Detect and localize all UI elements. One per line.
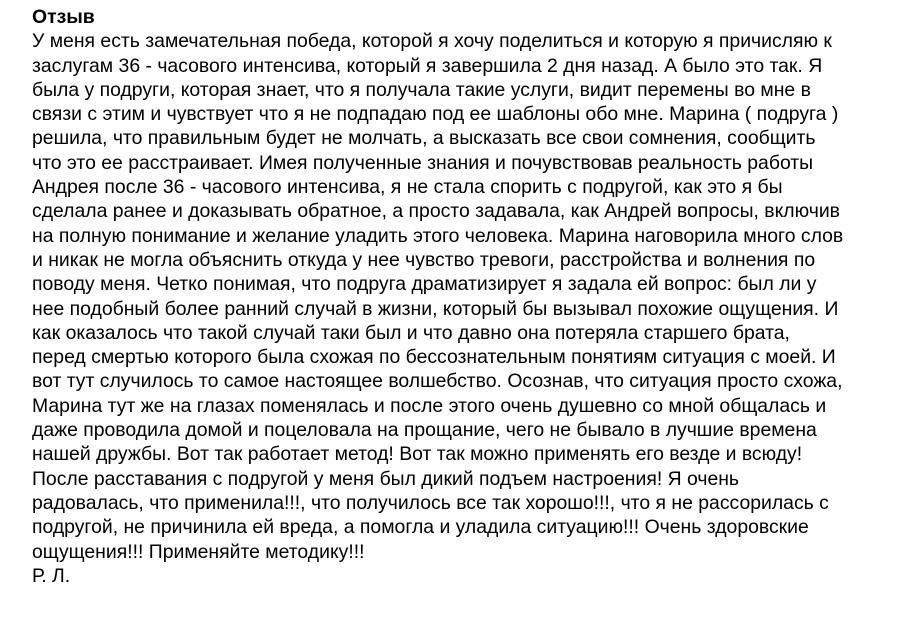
body-line: Андрея после 36 - часового интенсива, я не стала спорить с подругой, как это я бы: [32, 176, 783, 199]
body-line: была у подруги, которая знает, что я получала такие услуги, видит перемены во мне в: [32, 78, 811, 101]
body-line: даже проводила домой и поцеловала на прощание, чего не бывало в лучшие времена: [32, 419, 817, 442]
body-line: и никак не могла объяснить откуда у нее чувство тревоги, расстройства и волнения по: [32, 248, 816, 271]
body-line: связи с этим и чувствует что я не подпадаю под ее шаблоны обо мне. Марина ( подруга ): [32, 103, 839, 126]
body-line: нее подобный более ранний случай в жизни, который бы вызывал похожие ощущения. И: [32, 297, 839, 320]
document-body: [32, 29, 892, 564]
body-line: что это ее расстраивает. Имея полученные знания и почувствовав реальность работы: [32, 151, 814, 174]
body-line: перед смертью которого была схожая по бессознательным понятиям ситуация с моей. И: [32, 346, 836, 369]
review-document: [32, 5, 892, 588]
signature: Р. Л.: [32, 564, 71, 587]
body-line: решила, что правильным будет не молчать, а высказать все свои сомнения, сообщить: [32, 127, 816, 150]
body-line: ощущения!!! Применяйте методику!!!: [32, 540, 365, 563]
body-line: вот тут случилось то самое настоящее волшебство. Осознав, что ситуация просто схожа,: [32, 370, 843, 393]
body-line: У меня есть замечательная победа, которой я хочу поделиться и которую я причисляю к: [32, 30, 832, 53]
body-line: на полную понимание и желание уладить этого человека. Марина наговорила много слов: [32, 224, 844, 247]
body-line: После расставания с подругой у меня был дикий подъем настроения! Я очень: [32, 467, 740, 490]
body-line: как оказалось что такой случай таки был и что давно она потеряла старшего брата,: [32, 321, 790, 344]
body-line: Марина тут же на глазах поменялась и после этого очень душевно со мной общалась и: [32, 394, 827, 417]
body-line: подругой, не причинила ей вреда, а помогла и уладила ситуацию!!! Очень здоровские: [32, 516, 809, 539]
body-line: сделала ранее и доказывать обратное, а просто задавала, как Андрей вопросы, включив: [32, 200, 840, 223]
body-line: нашей дружбы. Вот так работает метод! Вот так можно применять его везде и всюду!: [32, 443, 803, 466]
body-line: поводу меня. Четко понимая, что подруга драматизирует я задала ей вопрос: был ли у: [32, 273, 817, 296]
body-line: заслугам 36 - часового интенсива, который я завершила 2 дня назад. А было это так. Я: [32, 54, 823, 77]
body-line: радовалась, что применила!!!, что получилось все так хорошо!!!, что я не рассорилась с: [32, 491, 829, 514]
document-title: Отзыв: [32, 6, 95, 28]
